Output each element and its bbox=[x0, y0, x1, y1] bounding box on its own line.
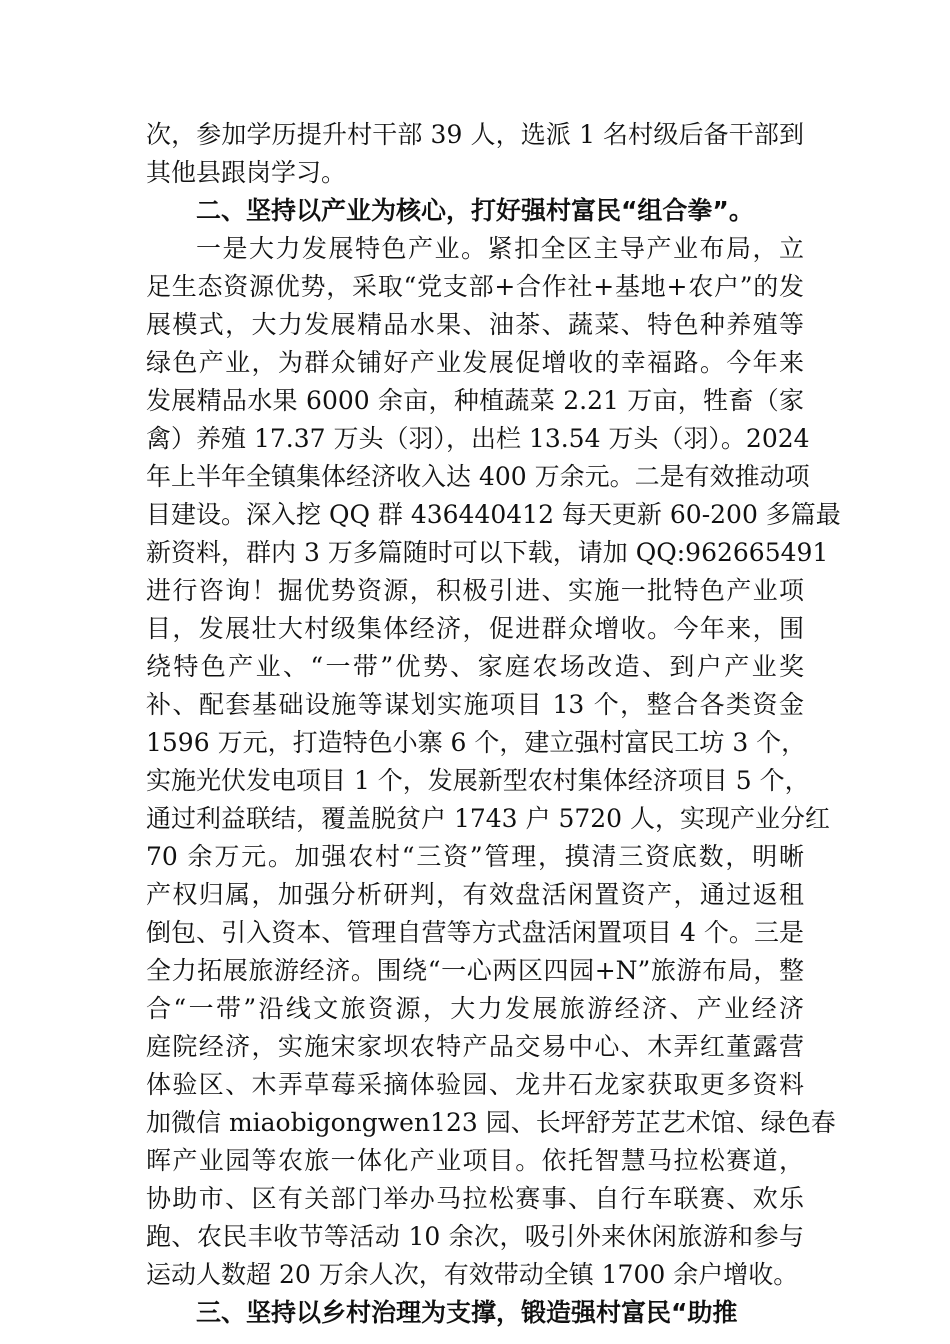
text-line: 产权归属，加强分析研判，有效盘活闲置资产，通过返租 bbox=[146, 880, 804, 909]
section-heading: 三、坚持以乡村治理为支撑，锻造强村富民“助推 bbox=[196, 1298, 738, 1327]
text-line: 新资料，群内 3 万多篇随时可以下载，请加 QQ:962665491 bbox=[146, 538, 829, 567]
text-line: 协助市、区有关部门举办马拉松赛事、自行车联赛、欢乐 bbox=[146, 1184, 804, 1213]
text-line: 运动人数超 20 万余人次，有效带动全镇 1700 余户增收。 bbox=[146, 1260, 799, 1289]
text-line: 加微信 miaobigongwen123 园、长坪舒芳芷艺术馆、绿色春 bbox=[146, 1108, 836, 1137]
text-line: 进行咨询！掘优势资源，积极引进、实施一批特色产业项 bbox=[146, 576, 804, 605]
text-line: 一是大力发展特色产业。紧扣全区主导产业布局，立 bbox=[196, 234, 804, 263]
text-line: 发展精品水果 6000 余亩，种植蔬菜 2.21 万亩，牲畜（家 bbox=[146, 386, 804, 415]
section-heading: 二、坚持以产业为核心，打好强村富民“组合拳”。 bbox=[196, 196, 754, 225]
text-line: 目，发展壮大村级集体经济，促进群众增收。今年来，围 bbox=[146, 614, 804, 643]
text-line: 70 余万元。加强农村“三资”管理，摸清三资底数，明晰 bbox=[146, 842, 804, 871]
text-line: 跑、农民丰收节等活动 10 余次，吸引外来休闲旅游和参与 bbox=[146, 1222, 804, 1251]
text-line: 倒包、引入资本、管理自营等方式盘活闲置项目 4 个。三是 bbox=[146, 918, 804, 947]
text-line: 绿色产业，为群众铺好产业发展促增收的幸福路。今年来 bbox=[146, 348, 804, 377]
text-line: 1596 万元，打造特色小寨 6 个，建立强村富民工坊 3 个， bbox=[146, 728, 807, 757]
text-line: 通过利益联结，覆盖脱贫户 1743 户 5720 人，实现产业分红 bbox=[146, 804, 831, 833]
text-line: 全力拓展旅游经济。围绕“一心两区四园+N”旅游布局，整 bbox=[146, 956, 804, 985]
text-line: 庭院经济，实施宋家坝农特产品交易中心、木弄红董露营 bbox=[146, 1032, 804, 1061]
text-line: 体验区、木弄草莓采摘体验园、龙井石龙家获取更多资料 bbox=[146, 1070, 804, 1099]
text-line: 年上半年全镇集体经济收入达 400 万余元。二是有效推动项 bbox=[146, 462, 810, 491]
text-line: 足生态资源优势，采取“党支部+合作社+基地+农户”的发 bbox=[146, 272, 804, 301]
text-line: 展模式，大力发展精品水果、油茶、蔬菜、特色种养殖等 bbox=[146, 310, 804, 339]
text-line: 晖产业园等农旅一体化产业项目。依托智慧马拉松赛道， bbox=[146, 1146, 804, 1175]
text-line: 目建设。深入挖 QQ 群 436440412 每天更新 60-200 多篇最 bbox=[146, 500, 841, 529]
text-line: 补、配套基础设施等谋划实施项目 13 个，整合各类资金 bbox=[146, 690, 804, 719]
text-line: 绕特色产业、“一带”优势、家庭农场改造、到户产业奖 bbox=[146, 652, 804, 681]
text-line: 实施光伏发电项目 1 个，发展新型农村集体经济项目 5 个， bbox=[146, 766, 810, 795]
text-line: 其他县跟岗学习。 bbox=[146, 158, 347, 187]
text-line: 合“一带”沿线文旅资源，大力发展旅游经济、产业经济 bbox=[146, 994, 804, 1023]
text-line: 禽）养殖 17.37 万头（羽），出栏 13.54 万头（羽）。2024 bbox=[146, 424, 810, 453]
text-line: 次，参加学历提升村干部 39 人，选派 1 名村级后备干部到 bbox=[146, 120, 804, 149]
